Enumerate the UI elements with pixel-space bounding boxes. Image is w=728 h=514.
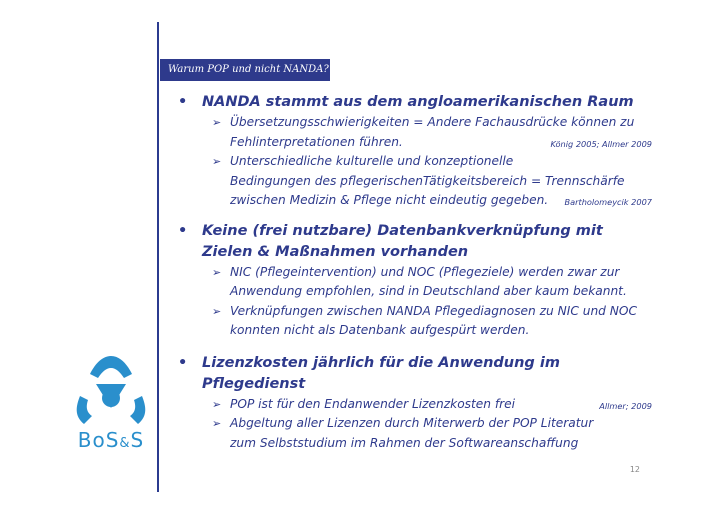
sub-text: NIC (Pflegeintervention) und NOC (Pflegeziele) werden zwar zur Anwendung empfohlen, sind in Deutschland aber kaum bekannt. [230, 264, 627, 298]
arrow-icon: ➢ [212, 304, 222, 318]
bullet-item [172, 221, 652, 263]
sub-text: Unterschiedliche kulturelle und konzeptionelle Bedingungen des pflegerischenTätigkeitsbereich = Trennschärfe zwischen Medizin & Pflege nicht eindeutig gegeben. [230, 154, 625, 207]
arrow-icon: ➢ [212, 265, 222, 279]
sub-item [172, 414, 652, 453]
logo-text-part: S [130, 428, 145, 452]
sub-item [172, 395, 652, 415]
citation: Allmer; 2009 [599, 400, 652, 411]
sub-item [172, 263, 652, 302]
citation: König 2005; Allmer 2009 [550, 138, 652, 149]
bullet-text: Lizenzkosten jährlich für die Anwendung im Pflegedienst [202, 354, 560, 392]
sub-text: Verknüpfungen zwischen NANDA Pflegediagnosen zu NIC und NOC konnten nicht als Datenbank aufgespürt werden. [230, 303, 638, 337]
arrow-icon: ➢ [212, 397, 222, 411]
bullet-item [172, 353, 652, 395]
sub-item [172, 302, 652, 341]
bullet-icon: • [178, 222, 188, 239]
citation: Bartholomeycik 2007 [564, 197, 652, 207]
sub-text: Übersetzungsschwierigkeiten = Andere Fachausdrücke können zu Fehlinterpretationen führen. [230, 115, 635, 149]
bos-logo-text [66, 428, 156, 452]
bullet-text: Keine (frei nutzbare) Datenbankverknüpfung mit Zielen & Maßnahmen vorhanden [202, 222, 603, 260]
logo-text-part: BoS [77, 428, 120, 452]
sub-item [172, 152, 652, 211]
arrow-icon: ➢ [212, 155, 222, 168]
slide-title-bar: Warum POP und nicht NANDA? [160, 59, 330, 81]
page-number: 12 [629, 465, 640, 474]
bullet-icon: • [178, 354, 188, 371]
sub-text: Abgeltung aller Lizenzen durch Miterwerb der POP Literatur zum Selbststudium im Rahmen der Softwareanschaffung [230, 416, 594, 450]
logo-text-amp: & [119, 436, 131, 451]
sub-item [172, 113, 652, 152]
vertical-divider [157, 22, 159, 492]
bullet-item [172, 92, 652, 113]
arrow-icon: ➢ [212, 417, 222, 430]
bullet-icon: • [178, 94, 188, 110]
arrow-icon: ➢ [212, 116, 222, 129]
bullet-text: NANDA stammt aus dem angloamerikanischen Raum [202, 94, 634, 110]
sub-text: POP ist für den Endanwender Lizenzkosten frei [230, 396, 516, 411]
slide-content [172, 92, 652, 453]
